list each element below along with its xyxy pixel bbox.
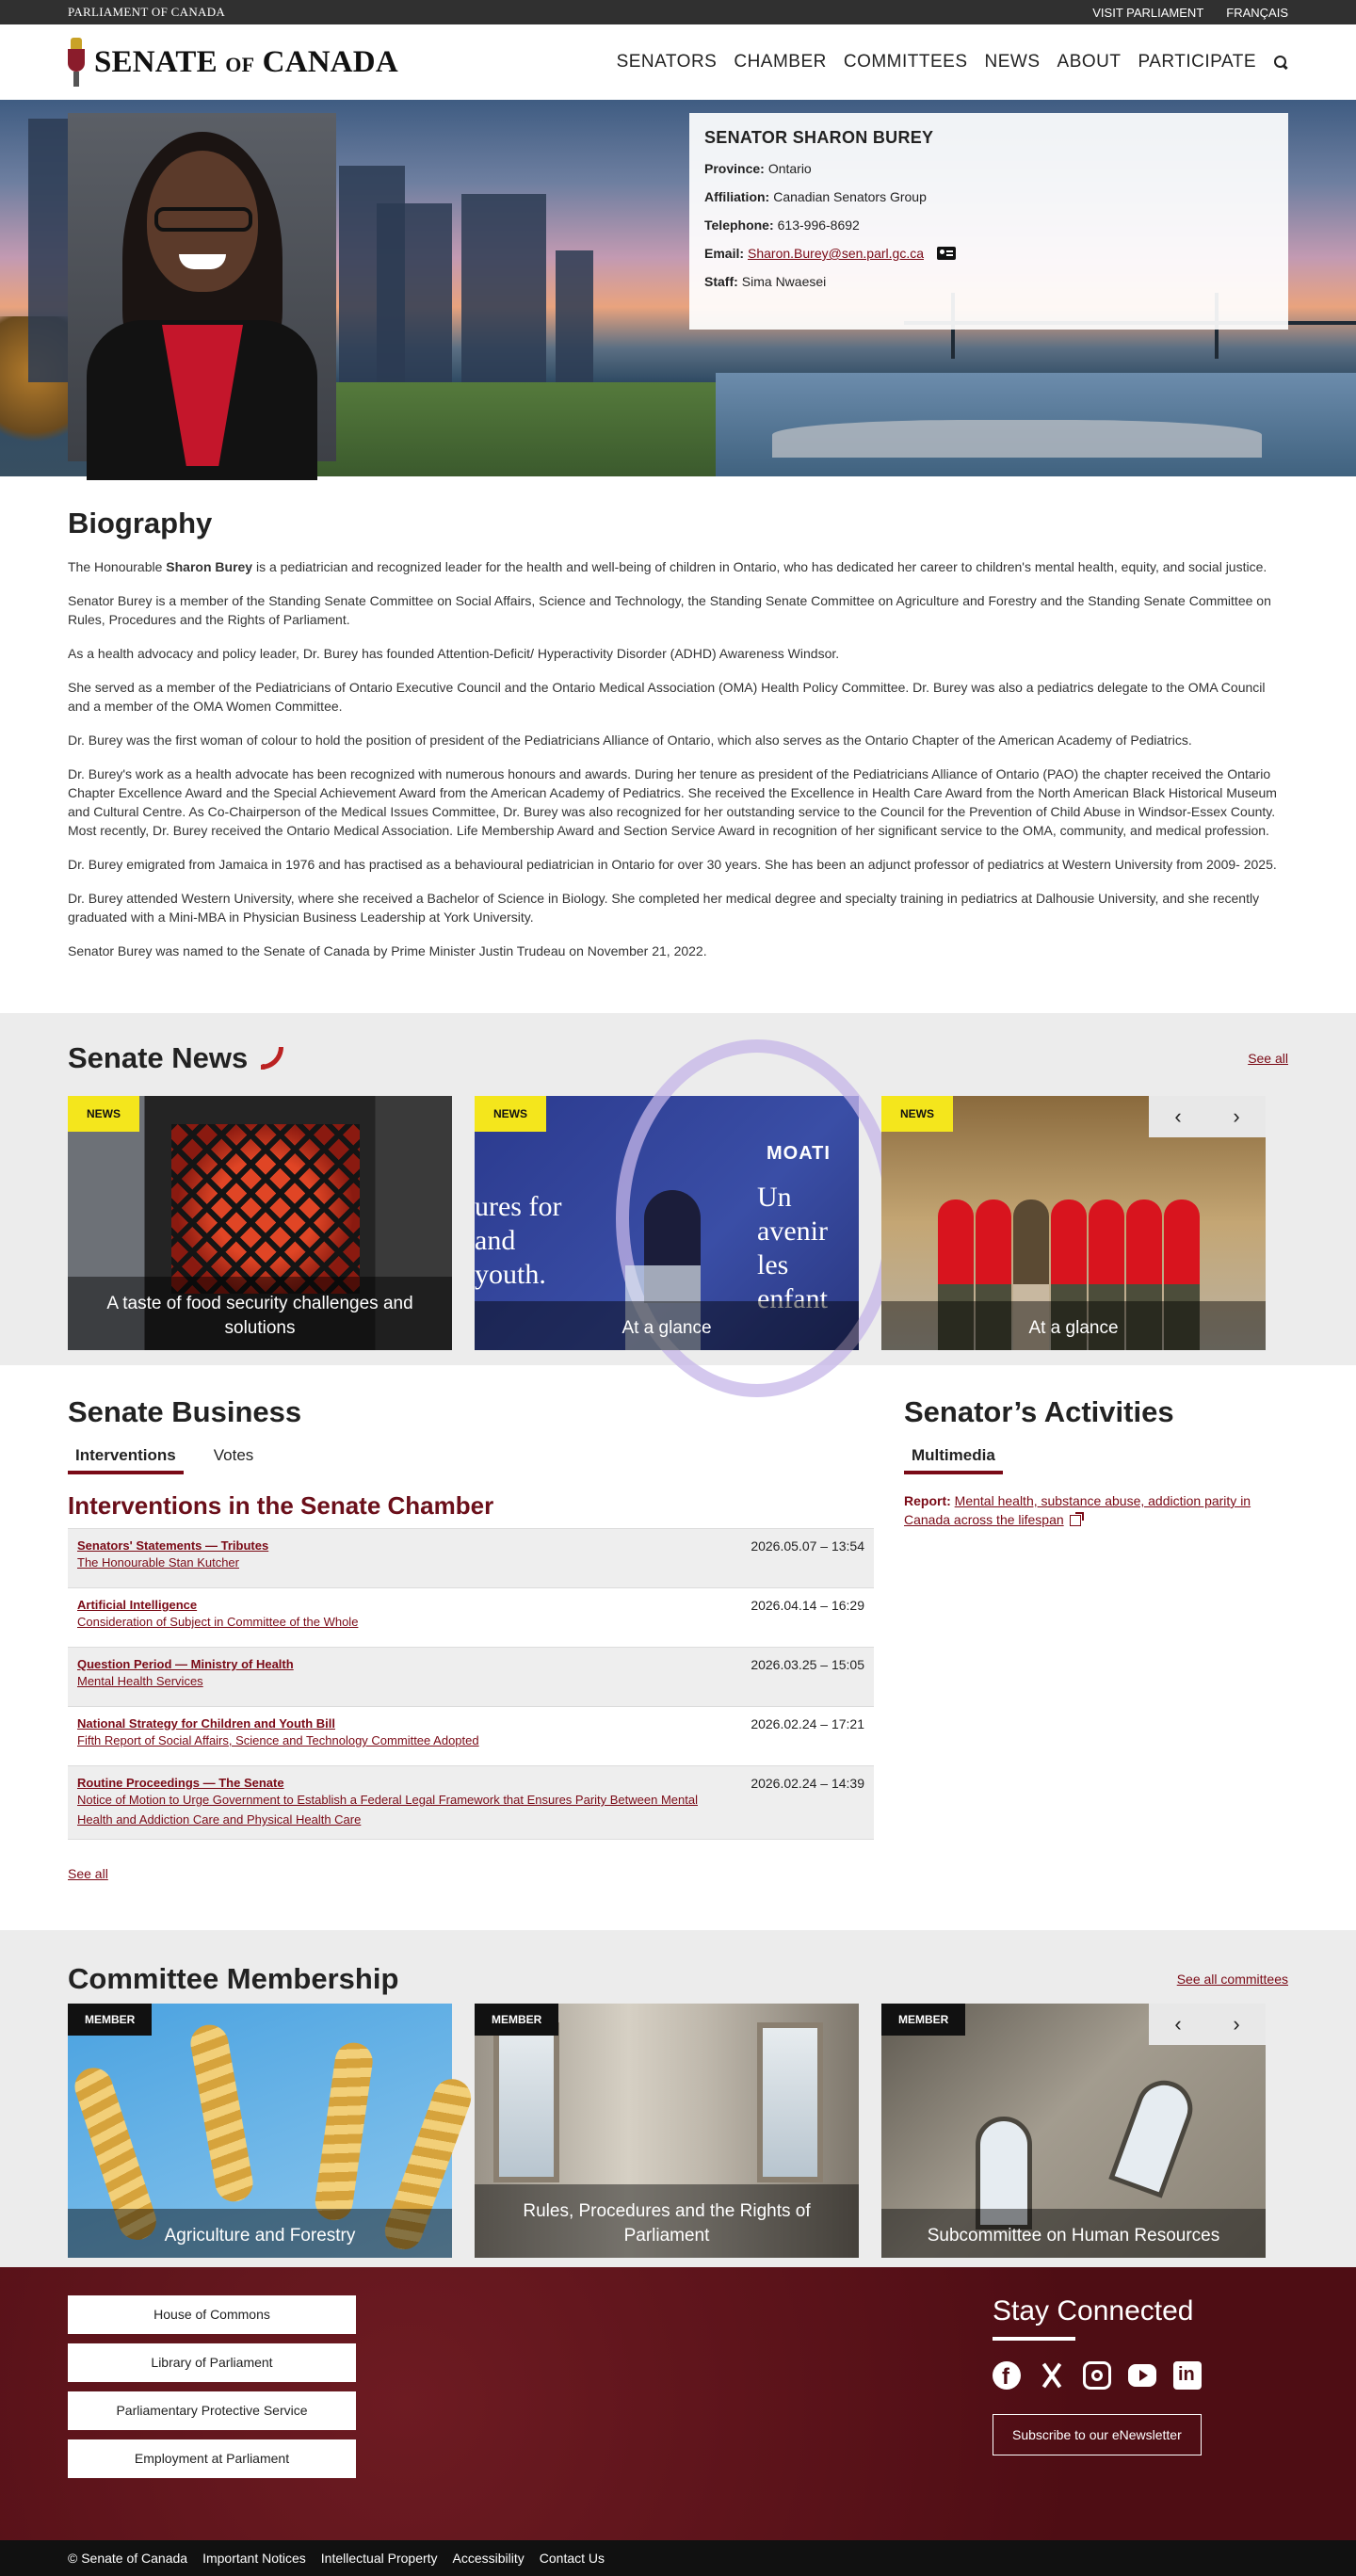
linkedin-icon[interactable] xyxy=(1173,2361,1202,2390)
biography-paragraph: Dr. Burey attended Western University, where she received a Bachelor of Science in Biology. She completed her medical degree and specialty training in pediatrics at Dalhousie University, and she recently graduated with a Mini-MBA in Physician Business Leadership at York University. xyxy=(68,891,1260,925)
business-tabs xyxy=(68,1446,874,1474)
biography-paragraph: As a health advocacy and policy leader, Dr. Burey has founded Attention-Deficit/ Hyperactivity Disorder (ADHD) Awareness Windsor. xyxy=(68,646,840,661)
intervention-date: 2026.03.25 – 15:05 xyxy=(751,1657,864,1672)
member-badge: MEMBER xyxy=(68,2004,152,2036)
news-card-caption: At a glance xyxy=(475,1301,859,1350)
interventions-list xyxy=(68,1528,874,1840)
committee-card-caption: Subcommittee on Human Resources xyxy=(881,2209,1266,2258)
intervention-sub-link[interactable]: The Honourable Stan Kutcher xyxy=(77,1555,239,1570)
biography-paragraph: Senator Burey was named to the Senate of Canada by Prime Minister Justin Trudeau on November 21, 2022. xyxy=(68,943,707,958)
senator-hero xyxy=(0,100,1356,476)
stay-connected xyxy=(993,2295,1209,2455)
committee-card-caption: Agriculture and Forestry xyxy=(68,2209,452,2258)
intervention-date: 2026.02.24 – 17:21 xyxy=(751,1716,864,1731)
news-card[interactable] xyxy=(68,1096,452,1350)
affiliation-value: Canadian Senators Group xyxy=(773,189,927,204)
social-links xyxy=(993,2361,1209,2390)
external-link-icon xyxy=(1070,1515,1081,1526)
biography-intro: The Honourable Sharon Burey is a pediatrician and recognized leader for the health and well-being of children in Ontario, who has dedicated her career to children's mental health, equity, and social justice. xyxy=(68,559,1267,574)
telephone-row: Telephone: 613-996-8692 xyxy=(704,217,860,233)
report-text[interactable]: Mental health, substance abuse, addiction parity in Canada across the lifespan xyxy=(904,1493,1251,1527)
news-badge: NEWS xyxy=(881,1096,953,1132)
parliament-topbar xyxy=(0,0,1356,24)
visit-parliament-link[interactable]: VISIT PARLIAMENT xyxy=(1092,5,1204,20)
news-see-all-link[interactable]: See all xyxy=(1248,1051,1288,1066)
affiliation-row: Affiliation: Canadian Senators Group xyxy=(704,189,927,204)
table-row xyxy=(68,1587,874,1647)
news-card-caption: At a glance xyxy=(881,1301,1266,1350)
vcard-icon[interactable] xyxy=(937,247,956,260)
news-badge: NEWS xyxy=(68,1096,139,1132)
intervention-title-link[interactable]: Routine Proceedings — The Senate xyxy=(77,1776,284,1790)
biography-paragraph: Dr. Burey's work as a health advocate has been recognized with numerous honours and awards. During her tenure as president of the Pediatricians Alliance of Ontario (PAO) the chapter received the Ontario Chapter Excellence Award and the Special Achievement Award from the American Academy of Pediatrics. She received the Excellence in Health Care Award from the North American Black Historical Museum and Cultural Centre. As Co-Chairperson of the Medical Issues Committee, Dr. Burey was also recognized for her outstanding service to the Council for the Prevention of Child Abuse in Windsor-Essex County. Most recently, Dr. Burey received the Ontario Medical Association. Life Membership Award and Section Service Award in recognition of her significant service to the OMA, community, and medical profession. xyxy=(68,766,1277,838)
email-row: Email: Sharon.Burey@sen.parl.gc.ca xyxy=(704,246,1273,261)
subscribe-button[interactable]: Subscribe to our eNewsletter xyxy=(993,2414,1202,2455)
member-badge: MEMBER xyxy=(881,2004,965,2036)
chevron-left-icon[interactable]: ‹ xyxy=(1174,1104,1182,1128)
biography-section xyxy=(0,476,1356,1013)
committee-carousel xyxy=(68,2004,1288,2258)
table-row xyxy=(68,1647,874,1706)
news-carousel xyxy=(68,1096,1288,1350)
footer-links xyxy=(68,2295,356,2478)
tab-multimedia[interactable]: Multimedia xyxy=(904,1446,1003,1474)
site-footer xyxy=(0,2267,1356,2540)
table-row xyxy=(68,1765,874,1840)
protective-service-link[interactable]: Parliamentary Protective Service xyxy=(68,2391,356,2430)
report-label: Report: xyxy=(904,1493,951,1508)
committee-card-caption: Rules, Procedures and the Rights of Parliament xyxy=(475,2184,859,2258)
topbar-links xyxy=(1092,6,1288,20)
chevron-left-icon[interactable]: ‹ xyxy=(1174,2012,1182,2036)
intervention-date: 2026.02.24 – 14:39 xyxy=(751,1776,864,1791)
committee-card[interactable] xyxy=(881,2004,1266,2258)
senator-activities xyxy=(904,1395,1288,1883)
mace-icon xyxy=(68,38,85,87)
staff-row: Staff: Sima Nwaesei xyxy=(704,274,827,289)
committee-card[interactable] xyxy=(68,2004,452,2258)
committee-carousel-controls xyxy=(1149,2004,1266,2045)
intervention-date: 2026.04.14 – 16:29 xyxy=(751,1598,864,1613)
staff-value: Sima Nwaesei xyxy=(741,274,827,289)
interventions-see-all-link[interactable]: See all xyxy=(68,1866,108,1881)
interventions-title: Interventions in the Senate Chamber xyxy=(68,1491,494,1520)
intervention-title-link[interactable]: National Strategy for Children and Youth Bill xyxy=(77,1716,335,1731)
nav-news[interactable]: NEWS xyxy=(984,52,1041,72)
activities-tabs xyxy=(904,1446,1288,1474)
biography-title: Biography xyxy=(68,507,213,539)
main-nav xyxy=(617,52,1288,72)
nav-committees[interactable]: COMMITTEES xyxy=(843,52,968,72)
biography-paragraph: Senator Burey is a member of the Standing Senate Committee on Social Affairs, Science and Technology, the Standing Senate Committee on Agriculture and Forestry and the Standing Senate Committee on Rules, Procedures and the Rights of Parliament. xyxy=(68,593,1271,627)
senator-info-box xyxy=(689,113,1288,330)
accessibility-link[interactable]: Accessibility xyxy=(452,2551,525,2566)
province-row: Province: Ontario xyxy=(704,161,812,176)
nav-senators[interactable]: SENATORS xyxy=(616,52,718,72)
news-badge: NEWS xyxy=(475,1096,546,1132)
news-card[interactable] xyxy=(881,1096,1266,1350)
moati-brand-text: MOATI xyxy=(767,1143,831,1164)
copyright: © Senate of Canada xyxy=(68,2551,188,2566)
news-card[interactable] xyxy=(475,1096,859,1350)
intervention-sub-link[interactable]: Notice of Motion to Urge Government to Establish a Federal Legal Framework that Ensures Parity Between Mental Health and Addiction Care and Physical Health Care xyxy=(77,1793,698,1827)
intervention-sub-link[interactable]: Fifth Report of Social Affairs, Science and Technology Committee Adopted xyxy=(77,1733,479,1747)
youtube-icon[interactable] xyxy=(1128,2364,1156,2387)
activities-title: Senator’s Activities xyxy=(904,1395,1174,1428)
telephone-value: 613-996-8692 xyxy=(777,217,860,233)
news-title: Senate News xyxy=(68,1041,283,1075)
contact-us-link[interactable]: Contact Us xyxy=(539,2551,605,2566)
house-of-commons-link[interactable]: House of Commons xyxy=(68,2295,356,2334)
x-icon[interactable] xyxy=(1038,2361,1066,2390)
important-notices-link[interactable]: Important Notices xyxy=(202,2551,306,2566)
committee-membership-section xyxy=(0,1930,1356,2267)
member-badge: MEMBER xyxy=(475,2004,558,2036)
tab-votes[interactable]: Votes xyxy=(213,1446,254,1464)
chevron-right-icon[interactable]: › xyxy=(1233,2012,1240,2036)
employment-link[interactable]: Employment at Parliament xyxy=(68,2439,356,2478)
table-row xyxy=(68,1706,874,1765)
table-row xyxy=(68,1528,874,1587)
report-link[interactable] xyxy=(904,1491,1288,1529)
biography-paragraph: Dr. Burey was the first woman of colour to hold the position of president of the Pediatricians Alliance of Ontario, which also serves as the Ontario Chapter of the American Academy of Pediatrics. xyxy=(68,733,1192,748)
instagram-icon[interactable] xyxy=(1083,2361,1111,2390)
senate-news-section xyxy=(0,1013,1356,1365)
intervention-title-link[interactable]: Artificial Intelligence xyxy=(77,1598,198,1612)
senate-logo[interactable] xyxy=(68,38,398,87)
senator-portrait xyxy=(68,113,336,461)
intervention-sub-link[interactable]: Consideration of Subject in Committee of the Whole xyxy=(77,1615,359,1629)
nav-participate[interactable]: PARTICIPATE xyxy=(1138,52,1256,72)
crate-image xyxy=(171,1124,360,1294)
committee-card[interactable] xyxy=(475,2004,859,2258)
rss-icon[interactable] xyxy=(261,1047,283,1070)
parliament-brand[interactable]: PARLIAMENT OF CANADA xyxy=(68,5,226,19)
biography-paragraph: Dr. Burey emigrated from Jamaica in 1976 and has practised as a behavioural pediatrician in Ontario for over 30 years. She has been an adjunct professor of pediatrics at Western University from 2009- 2025. xyxy=(68,857,1277,872)
news-card-caption: A taste of food security challenges and solutions xyxy=(68,1277,452,1350)
province-value: Ontario xyxy=(767,161,812,176)
intervention-title-link[interactable]: Question Period — Ministry of Health xyxy=(77,1657,294,1671)
english-banner-text: ures for and youth. xyxy=(475,1191,562,1290)
senate-business-section xyxy=(68,1365,1288,1930)
intervention-sub-link[interactable]: Mental Health Services xyxy=(77,1674,203,1688)
nav-chamber[interactable]: CHAMBER xyxy=(734,52,827,72)
news-carousel-controls xyxy=(1149,1096,1266,1137)
chevron-right-icon[interactable]: › xyxy=(1233,1104,1240,1128)
logo-text: SENATE OF CANADA xyxy=(94,44,398,79)
see-all-committees-link[interactable]: See all committees xyxy=(1176,1972,1288,1987)
search-icon[interactable] xyxy=(1273,55,1288,70)
email-link[interactable]: Sharon.Burey@sen.parl.gc.ca xyxy=(748,246,924,261)
nav-about[interactable]: ABOUT xyxy=(1057,52,1122,72)
business-title: Senate Business xyxy=(68,1395,302,1428)
library-of-parliament-link[interactable]: Library of Parliament xyxy=(68,2343,356,2382)
intervention-date: 2026.05.07 – 13:54 xyxy=(751,1538,864,1554)
tab-interventions[interactable]: Interventions xyxy=(68,1446,184,1474)
senator-name: SENATOR SHARON BUREY xyxy=(704,128,934,147)
intervention-title-link[interactable]: Senators' Statements — Tributes xyxy=(77,1538,269,1553)
intellectual-property-link[interactable]: Intellectual Property xyxy=(320,2551,438,2566)
bottom-bar xyxy=(0,2540,1356,2576)
stay-connected-title: Stay Connected xyxy=(993,2295,1075,2341)
french-banner-text: Un avenir les enfant xyxy=(757,1182,828,1314)
language-toggle-link[interactable]: FRANÇAIS xyxy=(1226,5,1288,20)
facebook-icon[interactable] xyxy=(993,2361,1021,2390)
committee-title: Committee Membership xyxy=(68,1962,399,1995)
site-header xyxy=(0,24,1356,100)
biography-paragraph: She served as a member of the Pediatricians of Ontario Executive Council and the Ontario Medical Association (OMA) Health Policy Committee. Dr. Burey was also a pediatrics delegate to the OMA Council and a member of the OMA Women Committee. xyxy=(68,680,1266,714)
